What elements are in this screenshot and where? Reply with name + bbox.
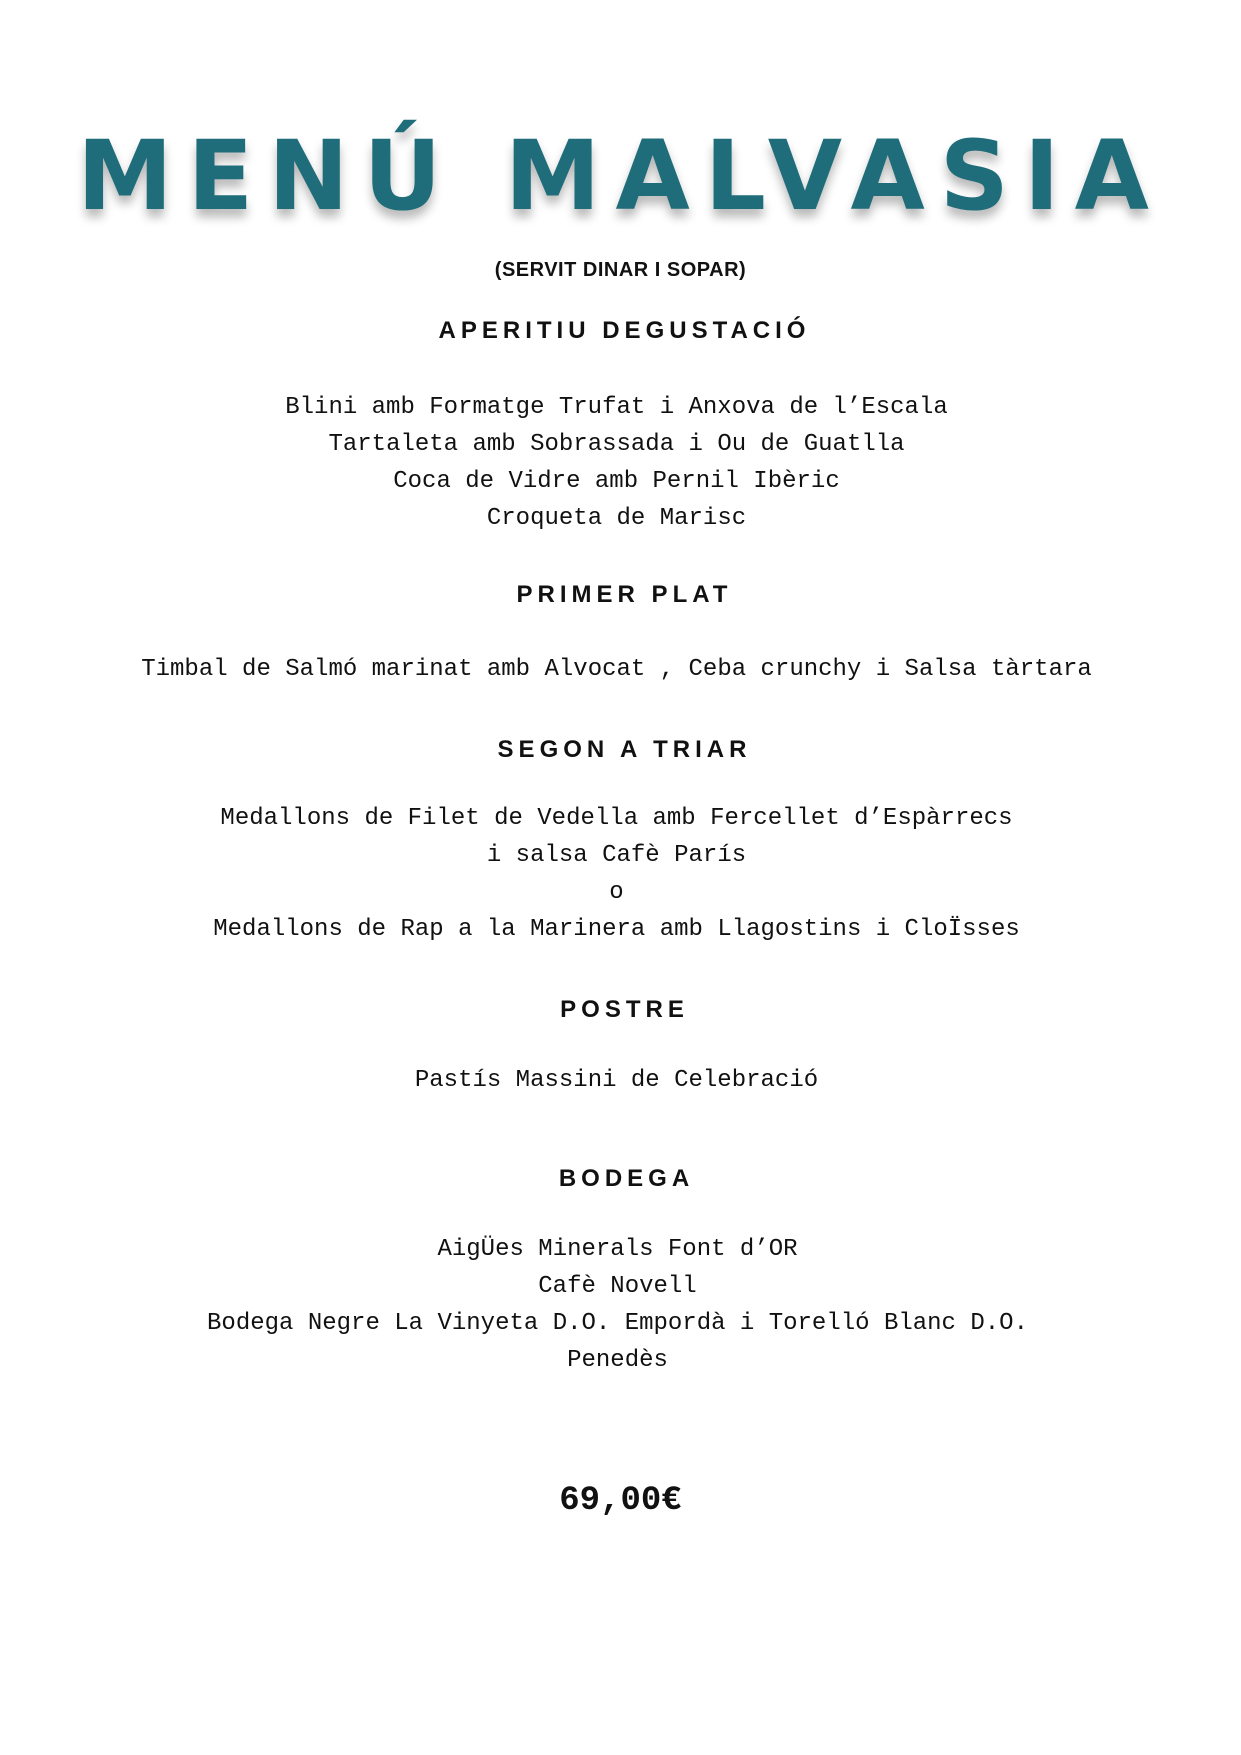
section-heading-aperitiu: APERITIU DEGUSTACIÓ — [438, 317, 811, 344]
menu-item: Pastís Massini de Celebració — [414, 1067, 819, 1094]
menu-title: MENÚ MALVASIA — [77, 120, 1164, 232]
section-items-postre — [0, 1062, 1241, 1099]
menu-subtitle: (SERVIT DINAR I SOPAR) — [494, 259, 747, 281]
menu-item: Penedès — [567, 1347, 668, 1374]
menu-item: AigÜes Minerals Font d’OR — [437, 1236, 798, 1263]
menu-price: 69,00€ — [559, 1482, 682, 1520]
menu-item: Coca de Vidre amb Pernil Ibèric — [393, 468, 840, 495]
section-items-aperitiu — [0, 389, 1241, 537]
menu-item: Bodega Negre La Vinyeta D.O. Empordà i Torelló Blanc D.O. — [207, 1310, 1028, 1337]
section-heading-segon: SEGON A TRIAR — [497, 736, 752, 763]
menu-item: Medallons de Rap a la Marinera amb Llagostins i CloÏsses — [213, 916, 1020, 943]
section-items-primer-plat — [0, 651, 1241, 688]
menu-item: Cafè Novell — [538, 1273, 697, 1300]
section-items-segon — [0, 800, 1241, 948]
menu-item: Blini amb Formatge Trufat i Anxova de l’Escala — [285, 394, 948, 421]
section-heading-bodega: BODEGA — [558, 1165, 695, 1192]
menu-item: o — [609, 879, 624, 906]
menu-item: Timbal de Salmó marinat amb Alvocat , Ceba crunchy i Salsa tàrtara — [141, 656, 1092, 683]
menu-item: i salsa Cafè París — [486, 842, 747, 869]
menu-item: Croqueta de Marisc — [486, 505, 747, 532]
menu-item: Tartaleta amb Sobrassada i Ou de Guatlla — [328, 431, 905, 458]
menu-item: Medallons de Filet de Vedella amb Fercellet d’Espàrrecs — [220, 805, 1013, 832]
section-heading-primer-plat: PRIMER PLAT — [516, 581, 733, 608]
section-heading-postre: POSTRE — [560, 996, 689, 1023]
section-items-bodega — [0, 1231, 1241, 1379]
